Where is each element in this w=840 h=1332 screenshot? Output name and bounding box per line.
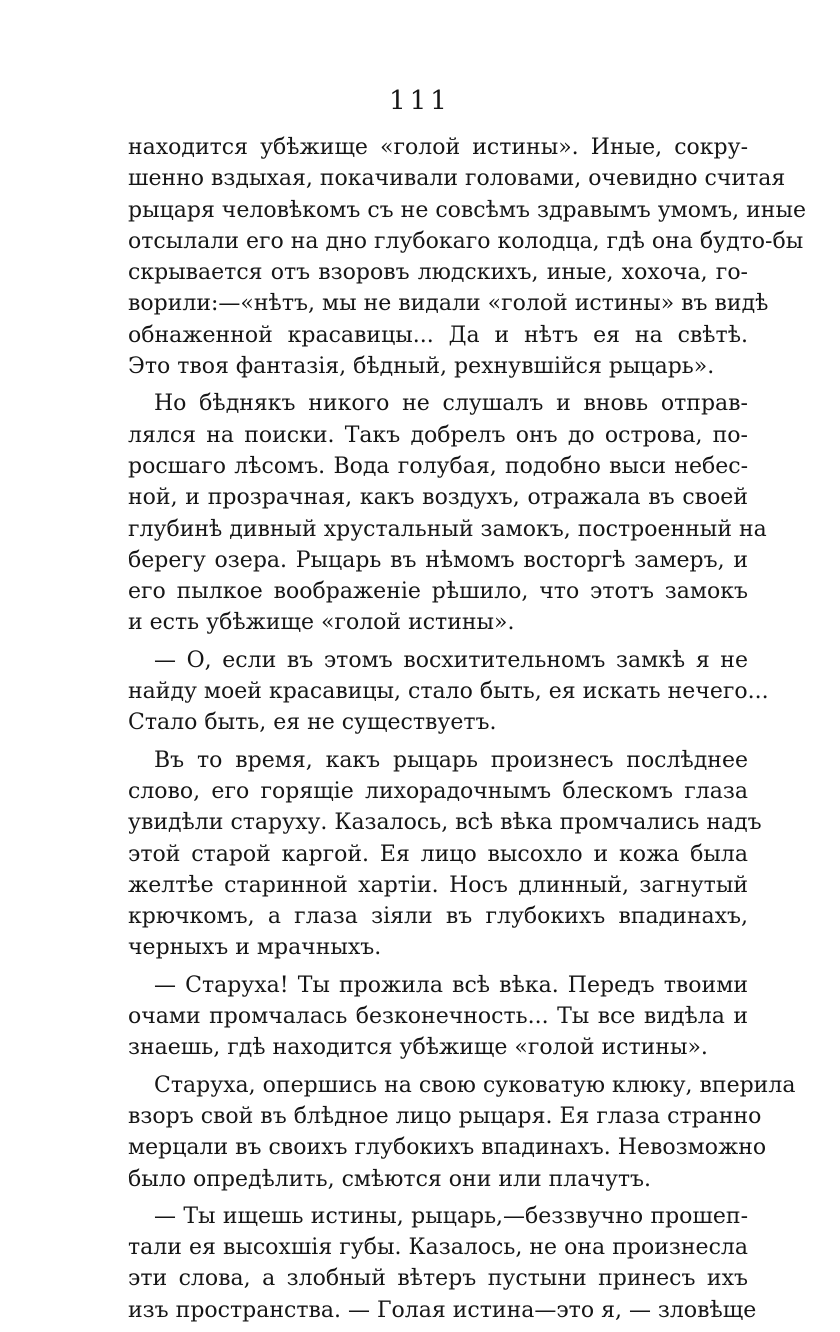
text-line: очами промчалась безконечность... Ты все видѣла и (128, 1004, 748, 1030)
text-line: эти слова, а злобный вѣтеръ пустыни принесъ ихъ (128, 1266, 748, 1292)
text-line: Старуха, опершись на свою суковатую клюку, вперила (154, 1072, 796, 1098)
text-line: глубинѣ дивный хрустальный замокъ, построенный на (128, 516, 767, 542)
text-line: рыцаря человѣкомъ съ не совсѣмъ здравымъ умомъ, иные (128, 197, 806, 223)
text-line: взоръ свой въ блѣдное лицо рыцаря. Ея глаза странно (128, 1103, 762, 1129)
text-line: ворили:—«нѣтъ, мы не видали «голой истины» въ видѣ (128, 291, 769, 317)
text-line: — Ты ищешь истины, рыцарь,—беззвучно прошеп- (154, 1203, 748, 1229)
text-line: Но бѣднякъ никого не слушалъ и вновь отправ- (154, 391, 748, 417)
text-line: этой старой каргой. Ея лицо высохло и кожа была (128, 841, 748, 867)
paragraph (128, 970, 748, 1064)
text-line: лялся на поиски. Такъ добрелъ онъ до острова, по- (128, 422, 748, 448)
text-line: скрывается отъ взоровъ людскихъ, иные, хохоча, го- (128, 260, 748, 286)
text-line: берегу озера. Рыцарь въ нѣмомъ восторгѣ замеръ, и (128, 547, 748, 573)
text-line: и есть убѣжище «голой истины». (128, 610, 515, 636)
text-line: — О, если въ этомъ восхитительномъ замкѣ я не (154, 647, 748, 673)
text-line: тали ея высохшія губы. Казалось, не она произнесла (128, 1235, 748, 1261)
text-line: отсылали его на дно глубокаго колодца, гдѣ она будто-бы (128, 228, 804, 254)
text-line: было опредѣлить, смѣются они или плачутъ. (128, 1166, 652, 1192)
text-line: изъ пространства. — Голая истина—это я, — зловѣще (128, 1297, 757, 1323)
paragraph (128, 745, 762, 964)
text-line: Стало быть, ея не существуетъ. (128, 710, 497, 736)
text-line: — Старуха! Ты прожила всѣ вѣка. Передъ твоими (154, 972, 748, 998)
text-line: ной, и прозрачная, какъ воздухъ, отражала въ своей (128, 485, 748, 511)
text-line: знаешь, гдѣ находится убѣжище «голой истины». (128, 1035, 708, 1061)
paragraph (128, 645, 769, 739)
text-line: слово, его горящіе лихорадочнымъ блескомъ глаза (128, 778, 748, 804)
text-line: крючкомъ, а глаза зіяли въ глубокихъ впадинахъ, (128, 904, 748, 930)
text-line: черныхъ и мрачныхъ. (128, 935, 382, 961)
text-line: найду моей красавицы, стало быть, ея искать нечего... (128, 679, 769, 705)
text-line: желтѣе старинной хартіи. Носъ длинный, загнутый (128, 872, 748, 898)
text-line: обнаженной красавицы... Да и нѣтъ ея на свѣтѣ. (128, 322, 748, 348)
text-line: его пылкое воображеніе рѣшило, что этотъ замокъ (128, 579, 748, 605)
page-number: 111 (389, 86, 451, 116)
text-line: Это твоя фантазія, бѣдный, рехнувшійся рыцарь». (128, 354, 715, 380)
paragraph (128, 1201, 757, 1326)
paragraph (128, 132, 806, 382)
paragraph (128, 1070, 796, 1195)
text-line: шенно вздыхая, покачивали головами, очевидно считая (128, 166, 786, 192)
text-line: мерцали въ своихъ глубокихъ впадинахъ. Невозможно (128, 1135, 767, 1161)
text-line: увидѣли старуху. Казалось, всѣ вѣка промчались надъ (128, 810, 762, 836)
body-text (128, 132, 806, 1332)
text-line: находится убѣжище «голой истины». Иные, сокру- (128, 135, 748, 160)
text-line: Въ то время, какъ рыцарь произнесъ послѣднее (154, 747, 748, 773)
paragraph (128, 388, 767, 638)
text-line: росшаго лѣсомъ. Вода голубая, подобно выси небес- (128, 453, 748, 479)
